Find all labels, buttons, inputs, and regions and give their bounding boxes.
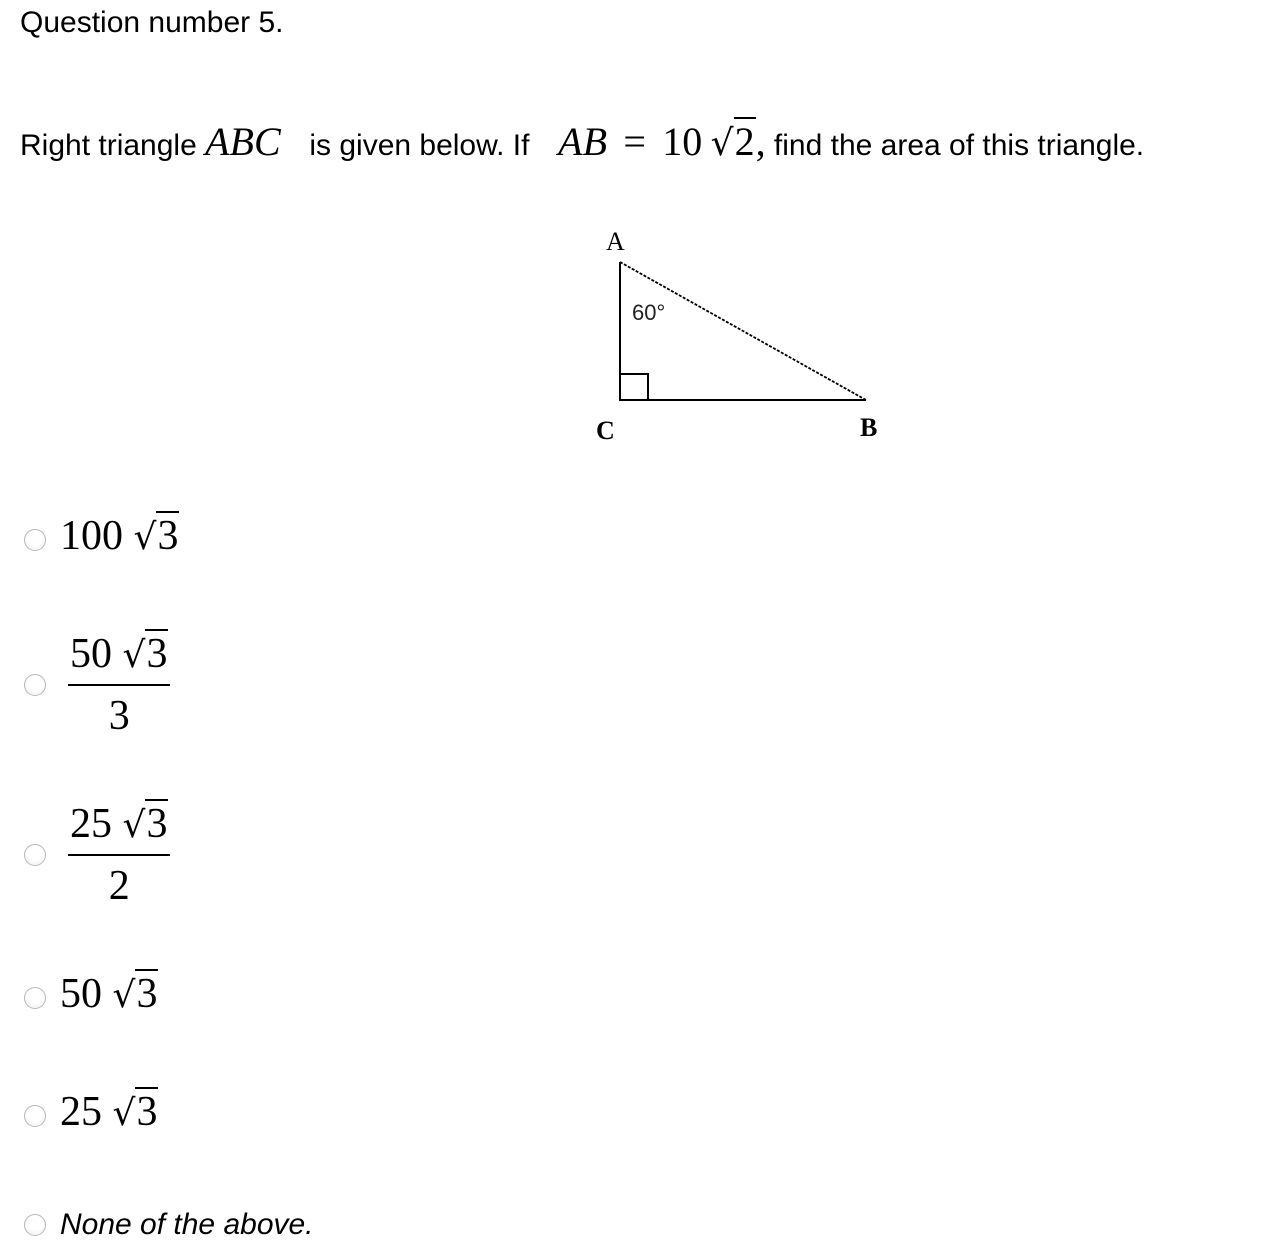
answer-fraction-2 xyxy=(68,630,170,740)
side-coefficient: 10 xyxy=(662,119,703,164)
equals-sign: = xyxy=(623,119,646,164)
radical-sign: √ xyxy=(112,1093,136,1134)
vertex-label-a: A xyxy=(606,227,625,256)
radical-sign: √ xyxy=(710,123,734,164)
answer-coef: 50 xyxy=(70,631,112,677)
answer-radio-3[interactable] xyxy=(24,844,46,866)
question-suffix: find the area of this triangle. xyxy=(773,129,1145,162)
answer-option-2[interactable] xyxy=(24,630,170,740)
answer-coef: 25 xyxy=(70,801,112,847)
answer-value-5 xyxy=(60,1088,158,1136)
answer-radical xyxy=(134,512,180,560)
question-comma: , xyxy=(755,119,766,164)
side-radical xyxy=(711,118,756,165)
side-radicand: 2 xyxy=(734,119,755,164)
answer-radicand: 3 xyxy=(136,1089,158,1135)
fraction-numerator xyxy=(68,630,170,686)
question-text xyxy=(20,118,1144,165)
answer-radicand: 3 xyxy=(136,971,158,1017)
answer-radio-5[interactable] xyxy=(24,1105,46,1127)
answer-radicand: 3 xyxy=(146,801,168,847)
answer-radicand: 3 xyxy=(157,513,179,559)
answer-radical xyxy=(113,1088,159,1136)
right-angle-marker xyxy=(620,374,648,400)
fraction-denominator: 2 xyxy=(108,863,130,909)
answer-radical xyxy=(123,630,169,678)
answer-fraction-3 xyxy=(68,800,170,910)
triangle-name: ABC xyxy=(205,119,281,164)
answer-radical xyxy=(123,800,169,848)
triangle-figure xyxy=(580,222,900,452)
answer-value-1 xyxy=(60,512,179,560)
question-prefix: Right triangle xyxy=(20,129,197,162)
answer-option-1[interactable] xyxy=(24,512,179,560)
answer-option-4[interactable] xyxy=(24,970,158,1018)
answer-coef: 100 xyxy=(60,513,123,559)
answer-coef: 25 xyxy=(60,1089,102,1135)
angle-label: 60° xyxy=(632,300,666,325)
answer-radio-6[interactable] xyxy=(24,1214,46,1236)
answer-radical xyxy=(113,970,159,1018)
answer-coef: 50 xyxy=(60,971,102,1017)
vertex-label-b: B xyxy=(860,413,878,442)
side-name: AB xyxy=(558,119,608,164)
fraction-denominator: 3 xyxy=(108,693,130,739)
answer-radio-2[interactable] xyxy=(24,674,46,696)
question-heading: Question number 5. xyxy=(20,6,284,39)
answer-option-6[interactable] xyxy=(24,1208,314,1242)
hypotenuse-ab xyxy=(620,262,866,400)
fraction-numerator xyxy=(68,800,170,856)
answer-option-5[interactable] xyxy=(24,1088,158,1136)
radical-sign: √ xyxy=(112,975,136,1016)
answer-option-3[interactable] xyxy=(24,800,170,910)
answer-value-4 xyxy=(60,970,158,1018)
radical-sign: √ xyxy=(122,635,146,676)
radical-sign: √ xyxy=(122,805,146,846)
triangle-diagram xyxy=(580,222,900,452)
answer-radio-4[interactable] xyxy=(24,987,46,1009)
answer-label-6: None of the above. xyxy=(60,1208,314,1241)
vertex-label-c: C xyxy=(596,416,615,445)
answer-radio-1[interactable] xyxy=(24,529,46,551)
question-middle: is given below. If xyxy=(309,129,530,162)
answer-radicand: 3 xyxy=(146,631,168,677)
radical-sign: √ xyxy=(133,517,157,558)
